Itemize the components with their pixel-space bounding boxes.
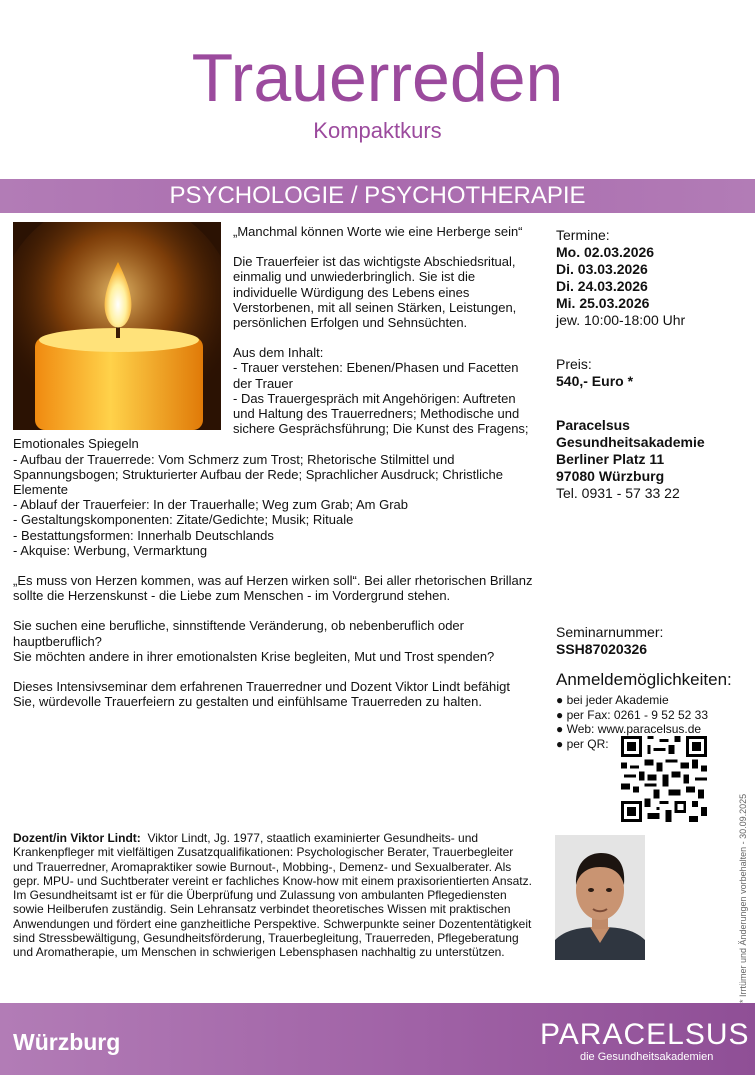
price-label: Preis: bbox=[556, 356, 592, 372]
question-paragraph-1: Sie suchen eine berufliche, sinnstiftende Veränderung, ob nebenberuflich oder hauptberuflich? bbox=[13, 618, 464, 649]
registration-title: Anmeldemöglichkeiten: bbox=[556, 670, 732, 689]
intro-paragraph: Die Trauerfeier ist das wichtigste Abschiedsritual, einmalig und unwiederbringlich. Sie ist die individuelle Würdigung des Lebens eines Verstorbenen, mit all seinen Stärken, Leistungen, persönlichen Erfolgen und Sehnsüchten. bbox=[233, 254, 517, 331]
category-banner: PSYCHOLOGIE / PSYCHOTHERAPIE bbox=[0, 179, 755, 213]
contents-item: - Akquise: Werbung, Vermarktung bbox=[13, 542, 208, 558]
date-item: Mo. 02.03.2026 bbox=[556, 244, 655, 260]
disclaimer-note: * Irrtümer und Änderungen vorbehalten - 30.09.2025 bbox=[738, 793, 748, 1003]
contents-heading: Aus dem Inhalt: bbox=[233, 345, 324, 361]
registration-option[interactable]: ● Web: www.paracelsus.de bbox=[556, 722, 702, 736]
course-details bbox=[556, 227, 746, 329]
contents-item: - Aufbau der Trauerrede: Vom Schmerz zum Trost; Rhetorische Stilmittel und Spannungsbogen; Strukturierter Aufbau der Rede; Sprachlicher Ausdruck; Christliche Elemente bbox=[13, 451, 503, 498]
seminar-number: SSH87020326 bbox=[556, 641, 648, 657]
lecturer-bio bbox=[13, 831, 533, 960]
org-line: 97080 Würzburg bbox=[556, 468, 665, 484]
course-description bbox=[13, 224, 533, 709]
closing-paragraph: Dieses Intensivseminar dem erfahrenen Trauerredner und Dozent Viktor Lindt befähigt Sie, würdevolle Trauerfeiern zu gestalten und einfühlsame Trauerreden zu halten. bbox=[13, 679, 510, 710]
lecturer-text: Viktor Lindt, Jg. 1977, staatlich examinierter Gesundheits- und Krankenpfleger mit vielfältigen Zusatzqualifikationen: Psychologischer Berater, Trauerbegleiter und Trauerredner, Aromapraktiker sowie Burnout-, Mobbing-, Demenz- und Sexualberater. Als gepr. MPU- und Suchtberater vereint er fachliches Know-how mit einem praxisorientierten Ansatz. Im Gesundheitsamt ist er für die Überprüfung und Zulassung von ambulanten Pflegediensten sowie Heilberufen zuständig. Sein Lehransatz verbindet theoretisches Wissen mit praktischen Anwendungen und fördert eine ganzheitliche Perspektive. Schwerpunkte seiner Dozententätigkeit sind Stressbewältigung, Gesundheitsförderung, Trauerbegleitung, Trauerreden, Pflegeberatung und Aromatherapie, um Menschen in schwierigen Lebensphasen nachhaltig zu unterstützen. bbox=[13, 831, 532, 960]
date-item: Di. 03.03.2026 bbox=[556, 261, 648, 277]
seminar-block bbox=[556, 624, 751, 658]
price-block bbox=[556, 356, 751, 390]
org-line: Berliner Platz 11 bbox=[556, 451, 665, 467]
question-paragraph-2: Sie möchten andere in ihrer emotionalsten Krise begleiten, Mut und Trost spenden? bbox=[13, 648, 495, 664]
address-block bbox=[556, 417, 751, 502]
org-line: Paracelsus bbox=[556, 417, 630, 433]
qr-code-icon[interactable] bbox=[621, 736, 707, 822]
brand-tagline: die Gesundheitsakademien bbox=[580, 1051, 714, 1063]
registration-option: ● per Fax: 0261 - 9 52 52 33 bbox=[556, 707, 709, 722]
phone-text: Tel. 0931 - 57 33 22 bbox=[556, 485, 680, 501]
lecturer-portrait bbox=[555, 835, 645, 960]
date-item: Mi. 25.03.2026 bbox=[556, 295, 650, 311]
contents-item: - Das Trauergespräch mit Angehörigen: Auftreten und Haltung des Trauerredners; Methodische und sichere Gesprächsführung; Die Kunst des Fragens; Emotionales Spiegeln bbox=[13, 390, 529, 452]
page-subtitle: Kompaktkurs bbox=[313, 118, 442, 143]
brand-logo: PARACELSUS bbox=[540, 1018, 750, 1051]
org-line: Gesundheitsakademie bbox=[556, 434, 705, 450]
date-item: Di. 24.03.2026 bbox=[556, 278, 648, 294]
contents-item: - Ablauf der Trauerfeier: In der Trauerhalle; Weg zum Grab; Am Grab bbox=[13, 497, 408, 513]
registration-option: ● per QR: bbox=[556, 736, 609, 751]
contents-item: - Trauer verstehen: Ebenen/Phasen und Facetten der Trauer bbox=[233, 360, 519, 391]
heart-paragraph: „Es muss von Herzen kommen, was auf Herzen wirken soll“. Bei aller rhetorischen Brillanz sollte die Herzenskunst - die Liebe zum Menschen - im Vordergrund stehen. bbox=[13, 573, 533, 604]
dates-label: Termine: bbox=[556, 227, 610, 243]
opening-quote: „Manchmal können Worte wie eine Herberge sein“ bbox=[233, 224, 523, 239]
price-value: 540,- Euro * bbox=[556, 373, 634, 389]
seminar-label: Seminarnummer: bbox=[556, 624, 664, 640]
person-icon bbox=[555, 835, 645, 960]
lecturer-label: Dozent/in Viktor Lindt: bbox=[13, 831, 141, 845]
location-label: Würzburg bbox=[13, 1029, 121, 1055]
page-title: Trauerreden bbox=[191, 40, 564, 116]
contents-item: - Bestattungsformen: Innerhalb Deutschlands bbox=[13, 527, 274, 543]
time-text: jew. 10:00-18:00 Uhr bbox=[556, 312, 686, 328]
contents-item: - Gestaltungskomponenten: Zitate/Gedichte; Musik; Rituale bbox=[13, 512, 354, 528]
registration-option: ● bei jeder Akademie bbox=[556, 693, 669, 707]
